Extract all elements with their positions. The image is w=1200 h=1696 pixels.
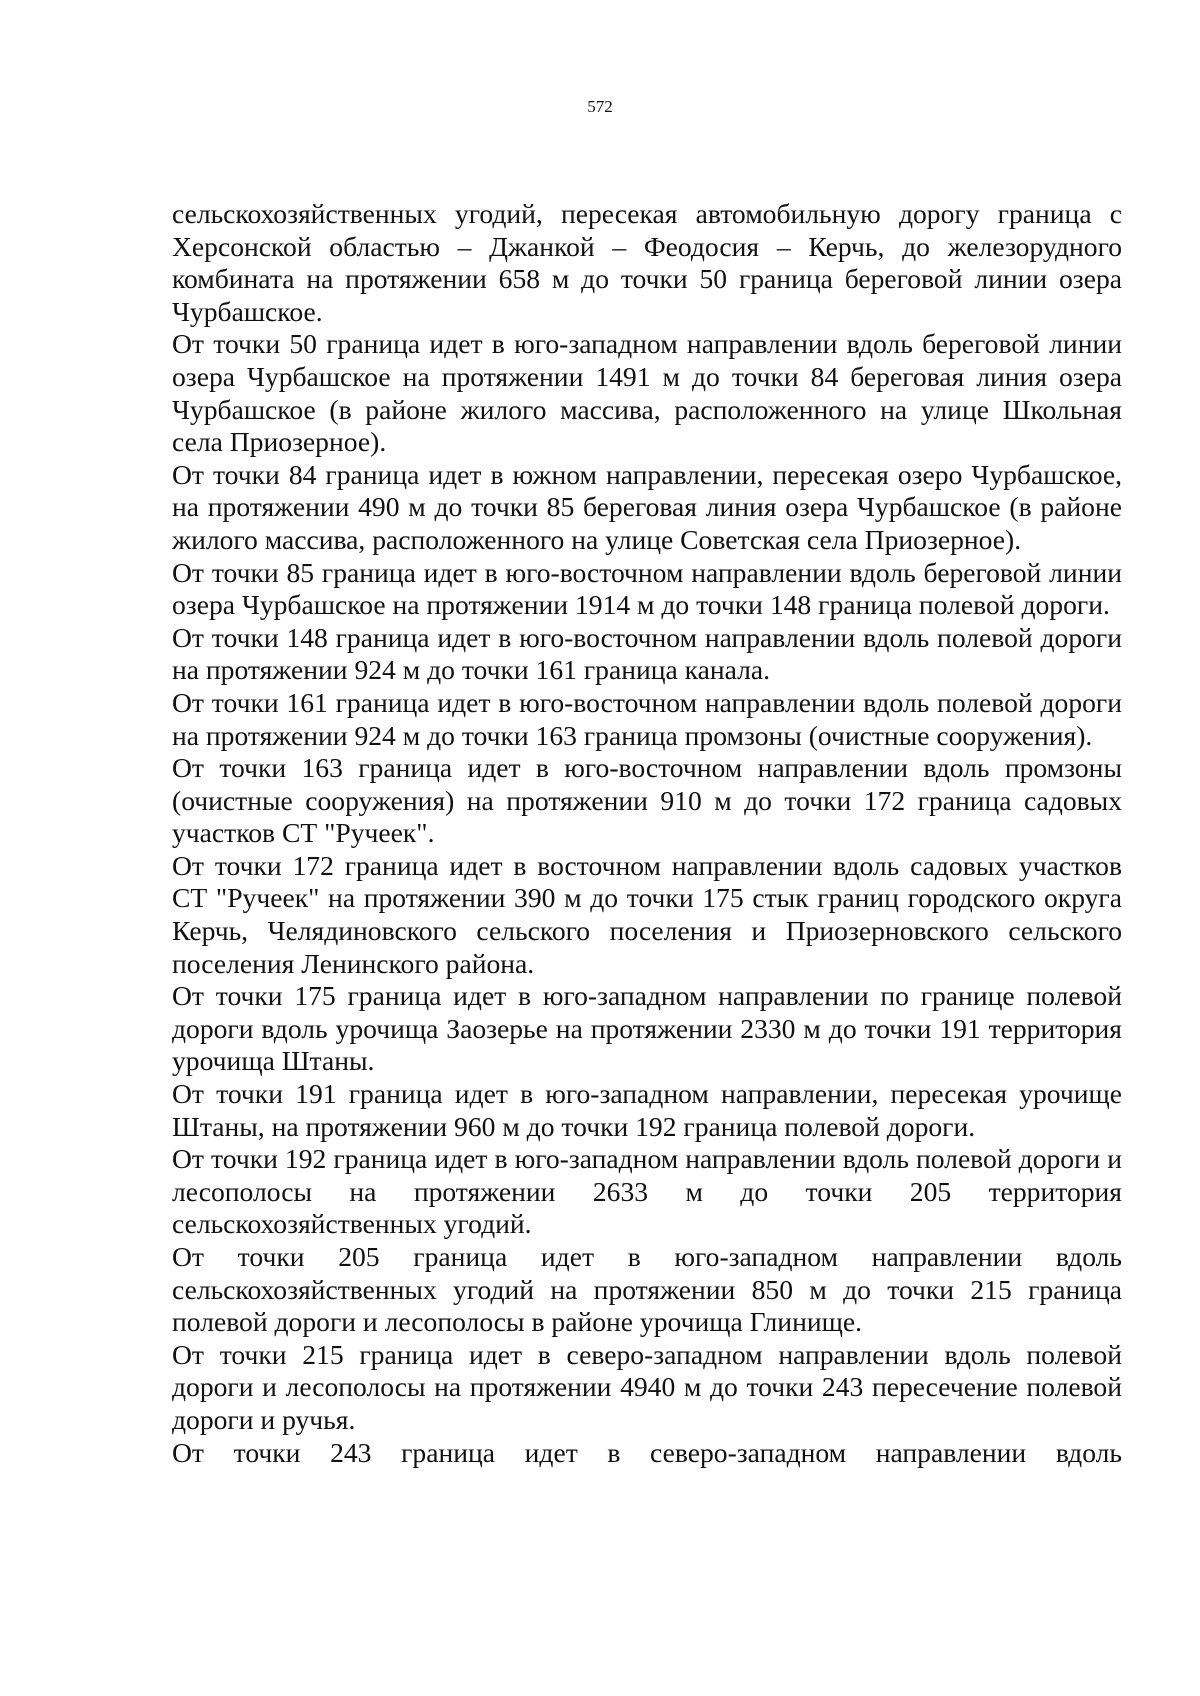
paragraph: От точки 175 граница идет в юго-западном направлении по границе полевой дороги вдоль урочища Заозерье на протяжении 2330 м до точки 191 территория урочища Штаны.: [172, 980, 1122, 1077]
paragraph: От точки 148 граница идет в юго-восточном направлении вдоль полевой дороги на протяжении 924 м до точки 161 граница канала.: [172, 621, 1122, 686]
paragraph: От точки 172 граница идет в восточном направлении вдоль садовых участков СТ "Ручеек" на протяжении 390 м до точки 175 стык границ городского округа Керчь, Челядиновского сельского поселения и Приозерновского сельского поселения Ленинского района.: [172, 849, 1122, 979]
paragraph: От точки 215 граница идет в северо-западном направлении вдоль полевой дороги и лесополосы на протяжении 4940 м до точки 243 пересечение полевой дороги и ручья.: [172, 1338, 1122, 1435]
paragraph: От точки 205 граница идет в юго-западном направлении вдоль сельскохозяйственных угодий на протяжении 850 м до точки 215 граница полевой дороги и лесополосы в районе урочища Глинище.: [172, 1241, 1122, 1338]
paragraph: От точки 192 граница идет в юго-западном направлении вдоль полевой дороги и лесополосы на протяжении 2633 м до точки 205 территория сельскохозяйственных угодий.: [172, 1143, 1122, 1240]
paragraph: От точки 163 граница идет в юго-восточном направлении вдоль промзоны (очистные сооружения) на протяжении 910 м до точки 172 граница садовых участков СТ "Ручеек".: [172, 752, 1122, 849]
paragraph: От точки 191 граница идет в юго-западном направлении, пересекая урочище Штаны, на протяжении 960 м до точки 192 граница полевой дороги.: [172, 1078, 1122, 1142]
page-number: 572: [587, 97, 613, 116]
paragraph: От точки 85 граница идет в юго-восточном направлении вдоль береговой линии озера Чурбашское на протяжении 1914 м до точки 148 граница полевой дороги.: [172, 556, 1122, 621]
paragraph: сельскохозяйственных угодий, пересекая автомобильную дорогу граница с Херсонской областью – Джанкой – Феодосия – Керчь, до железорудного комбината на протяжении 658 м до точки 50 граница береговой линии озера Чурбашское.: [172, 198, 1122, 327]
body-text: [172, 198, 1122, 1469]
paragraph: От точки 50 граница идет в юго-западном направлении вдоль береговой линии озера Чурбашское на протяжении 1491 м до точки 84 береговая линия озера Чурбашское (в районе жилого массива, расположенного на улице Школьная села Приозерное).: [172, 328, 1122, 458]
paragraph: От точки 161 граница идет в юго-восточном направлении вдоль полевой дороги на протяжении 924 м до точки 163 граница промзоны (очистные сооружения).: [172, 686, 1122, 751]
paragraph: От точки 243 граница идет в северо-западном направлении вдоль: [172, 1436, 1122, 1468]
paragraph: От точки 84 граница идет в южном направлении, пересекая озеро Чурбашское, на протяжении 490 м до точки 85 береговая линия озера Чурбашское (в районе жилого массива, расположенного на улице Советская села Приозерное).: [172, 458, 1122, 555]
